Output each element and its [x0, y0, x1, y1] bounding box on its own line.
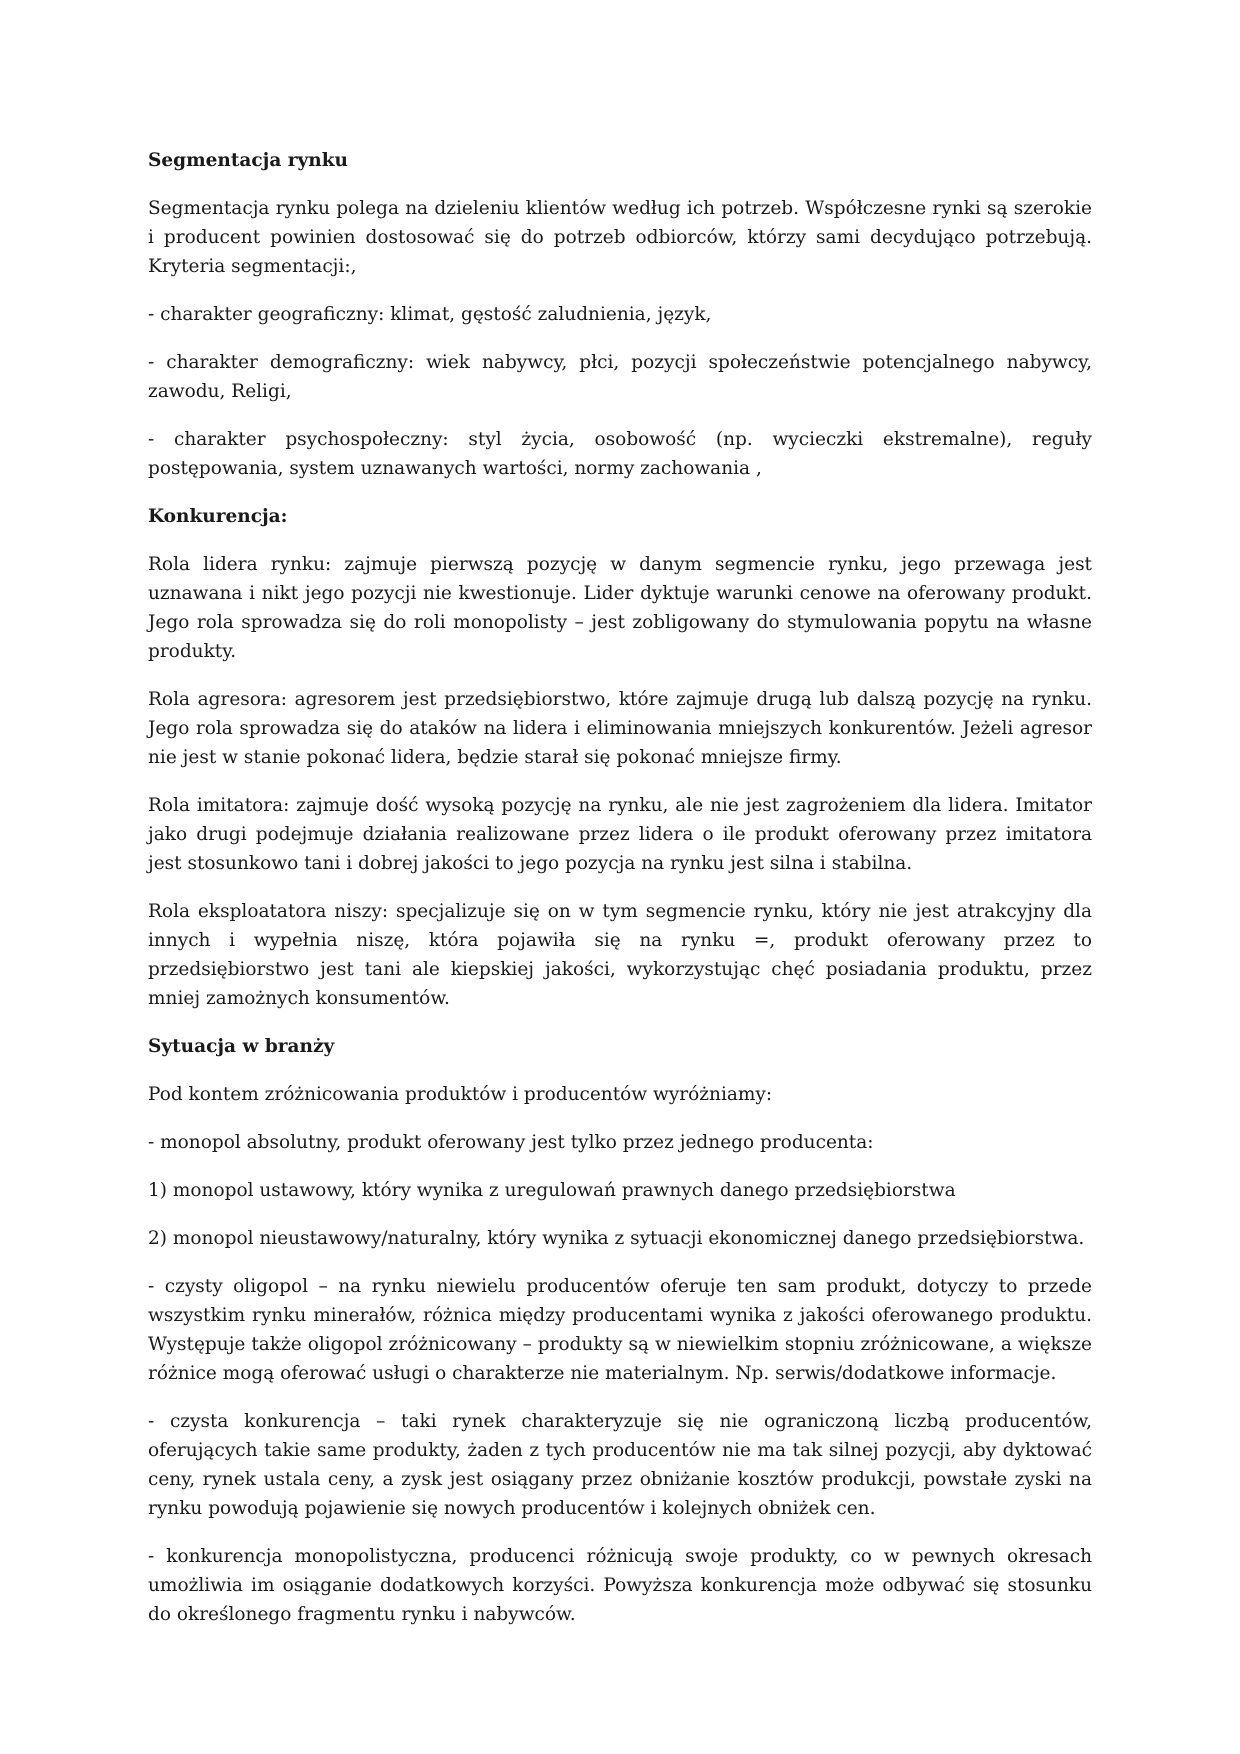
paragraph-segmentacja-intro: Segmentacja rynku polega na dzieleniu klientów według ich potrzeb. Współczesne rynki są szerokie i producent powinien dostosować się do potrzeb odbiorców, którzy sami decydująco potrzebują. Kryteria segmentacji:, — [148, 198, 1092, 277]
heading-sytuacja-w-branzy: Sytuacja w branży — [148, 1036, 335, 1057]
paragraph-sytuacja-intro: Pod kontem zróżnicowania produktów i producentów wyróżniamy: — [148, 1084, 773, 1105]
list-item-czysty-oligopol: - czysty oligopol – na rynku niewielu producentów oferuje ten sam produkt, dotyczy to przede wszystkim rynku minerałów, różnica między producentami wynika z jakości oferowanego produktu. Występuje także oligopol zróżnicowany – produkty są w niewielkim stopniu zróżnicowane, a większe różnice mogą oferować usługi o charakterze nie materialnym. Np. serwis/dodatkowe informacje. — [148, 1276, 1092, 1384]
paragraph-agresor: Rola agresora: agresorem jest przedsiębiorstwo, które zajmuje drugą lub dalszą pozycję na rynku. Jego rola sprowadza się do ataków na lidera i eliminowania mniejszych konkurentów. Jeżeli agresor nie jest w stanie pokonać lidera, będzie starał się pokonać mniejsze firmy. — [148, 689, 1092, 768]
paragraph-imitator: Rola imitatora: zajmuje dość wysoką pozycję na rynku, ale nie jest zagrożeniem dla lidera. Imitator jako drugi podejmuje działania realizowane przez lidera o ile produkt oferowany przez imitatora jest stosunkowo tani i dobrej jakości to jego pozycja na rynku jest silna i stabilna. — [148, 795, 1092, 874]
list-item-konkurencja-monopolistyczna: - konkurencja monopolistyczna, producenci różnicują swoje produkty, co w pewnych okresach umożliwia im osiąganie dodatkowych korzyści. Powyższa konkurencja może odbywać się stosunku do określonego fragmentu rynku i nabywców. — [148, 1546, 1092, 1625]
heading-konkurencja: Konkurencja: — [148, 506, 288, 527]
list-item-monopol-absolutny: - monopol absolutny, produkt oferowany jest tylko przez jednego producenta: — [148, 1132, 874, 1153]
list-item-monopol-ustawowy: 1) monopol ustawowy, który wynika z uregulowań prawnych danego przedsiębiorstwa — [148, 1180, 956, 1201]
list-item-psychospoleczny: - charakter psychospołeczny: styl życia, osobowość (np. wycieczki ekstremalne), reguły postępowania, system uznawanych wartości, normy zachowania , — [148, 429, 1092, 479]
paragraph-lider: Rola lidera rynku: zajmuje pierwszą pozycję w danym segmencie rynku, jego przewaga jest uznawana i nikt jego pozycji nie kwestionuje. Lider dyktuje warunki cenowe na oferowany produkt. Jego rola sprowadza się do roli monopolisty – jest zobligowany do stymulowania popytu na własne produkty. — [148, 554, 1092, 662]
list-item-demograficzny: - charakter demograficzny: wiek nabywcy, płci, pozycji społeczeństwie potencjalnego nabywcy, zawodu, Religi, — [148, 352, 1092, 402]
list-item-monopol-nieustawowy: 2) monopol nieustawowy/naturalny, który wynika z sytuacji ekonomicznej danego przedsiębiorstwa. — [148, 1228, 1085, 1249]
heading-segmentacja: Segmentacja rynku — [148, 150, 348, 171]
document-page — [148, 146, 1092, 1648]
paragraph-eksploatator: Rola eksploatatora niszy: specjalizuje się on w tym segmencie rynku, który nie jest atrakcyjny dla innych i wypełnia niszę, która pojawiła się na rynku =, produkt oferowany przez to przedsiębiorstwo jest tani ale kiepskiej jakości, wykorzystując chęć posiadania produktu, przez mniej zamożnych konsumentów. — [148, 901, 1092, 1009]
list-item-czysta-konkurencja: - czysta konkurencja – taki rynek charakteryzuje się nie ograniczoną liczbą producentów, oferujących takie same produkty, żaden z tych producentów nie ma tak silnej pozycji, aby dyktować ceny, rynek ustala ceny, a zysk jest osiągany przez obniżanie kosztów produkcji, powstałe zyski na rynku powodują pojawienie się nowych producentów i kolejnych obniżek cen. — [148, 1411, 1092, 1519]
list-item-geograficzny: - charakter geograficzny: klimat, gęstość zaludnienia, język, — [148, 304, 712, 325]
